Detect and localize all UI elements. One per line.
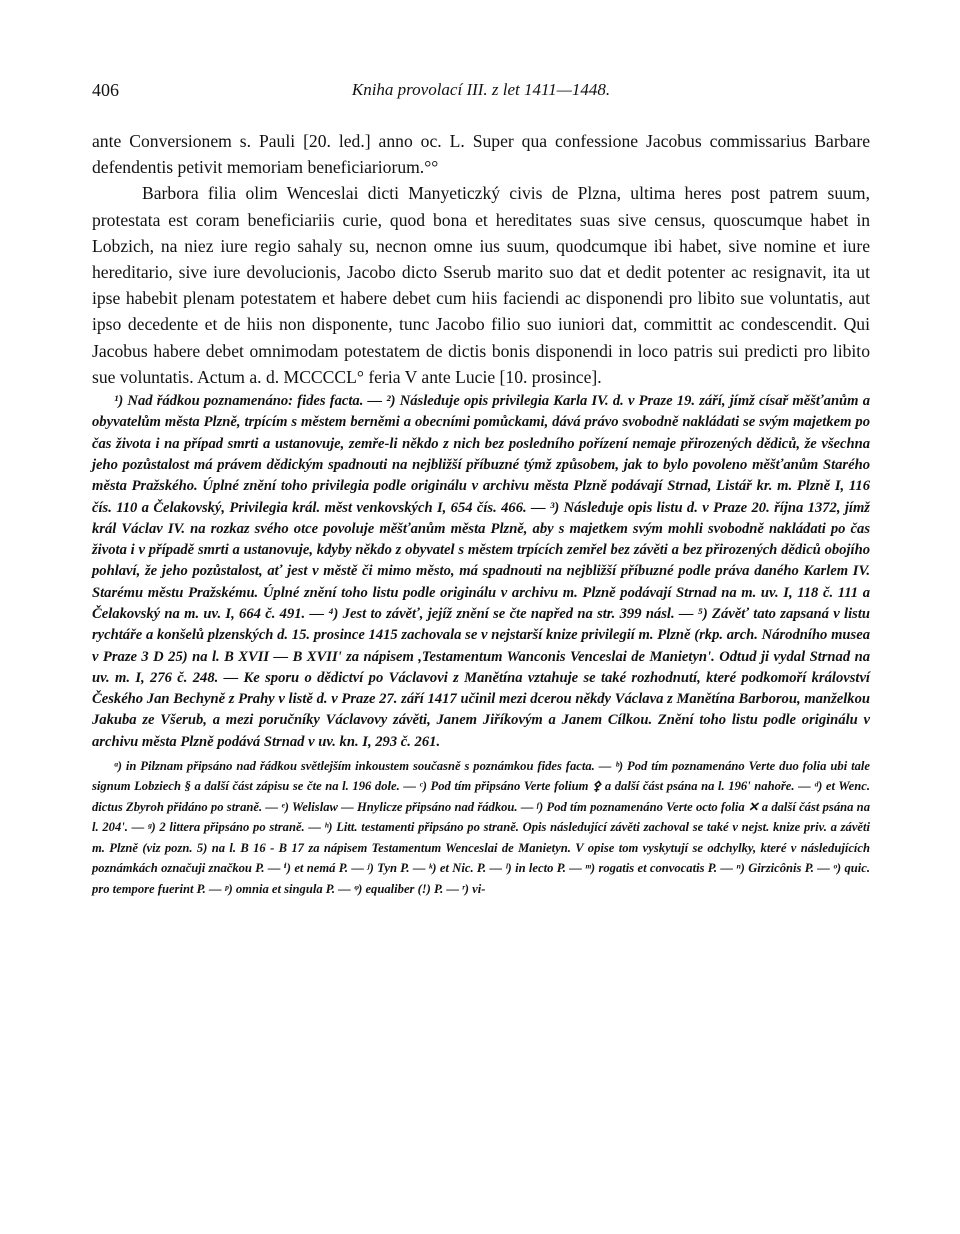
page-number: 406 bbox=[92, 80, 119, 100]
main-text bbox=[92, 128, 870, 390]
variant-notes: ᵃ) in Pilznam připsáno nad řádkou světlejším inkoustem současně s poznámkou fides facta. — ᵇ) Pod tím poznamenáno Verte duo folia ubi tale signum Lobziech § a další část zápisu se čte na l. 196 dole. — ᶜ) Pod tím připsáno Verte folium ⚴ a další část psána na l. 196' nahoře. — ᵈ) et Wenc. dictus Zbyroh přidáno po straně. — ᵉ) Welislaw — Hnylicze připsáno nad řádkou. — ᶠ) Pod tím poznamenáno Verte octo folia ✕ a další část psána na l. 204'. — ᵍ) 2 littera připsáno po straně. — ʰ) Litt. testamenti připsáno po straně. Opis následující závěti zachoval se také v nejst. knize priv. a závěti m. Plzně (viz pozn. 5) na l. B 16 - B 17 za nápisem Testamentum Wenceslai de Manietyn. V opise tom vyskytují se odchylky, které v následujících poznámkách označuji značkou P. — ⁱ) et nemá P. — ʲ) Tyn P. — ᵏ) et Nic. P. — ˡ) in lecto P. — ᵐ) rogatis et convocatis P. — ⁿ) Girzicônis P. — ᵒ) quic. pro tempore fuerint P. — ᵖ) omnia et singula P. — ᵠ) equaliber (!) P. — ʳ) vi- bbox=[92, 759, 870, 896]
book-page bbox=[92, 70, 870, 1220]
running-head: Kniha provolací III. z let 1411—1448. bbox=[351, 80, 611, 99]
paragraph-continuation: ante Conversionem s. Pauli [20. led.] anno oc. L. Super qua confessione Jacobus commissarius Barbare defendentis petivit memoriam beneficiariorum.°° bbox=[92, 131, 870, 178]
paragraph-barbora: Barbora filia olim Wenceslai dicti Manyeticzký civis de Plzna, ultima heres post patrem suum, protestata est coram beneficiariis curie, quod bona et hereditates suas sive census, quoscumque habet in Lobzich, na niez iure regio sahaly su, necnon omne ius suum, quodcumque ibi habet, sive nomine et iure hereditario, sive iure devolucionis, Jacobo dicto Sserub marito suo dat et dedit potenter ac resignavit, ita ut ipse habebit plenam potestatem et habere debet cum hiis faciendi ac disponendi pro libito sue voluntatis, aut ipso decedente et de hiis non disponente, tunc Jacobo filio suo iuniori dat, committit ac condescendit. Qui Jacobus habere debet omnimodam potestatem de dictis bonis disponendi in loco patris sui predicti pro libito sue voluntatis. Actum a. d. MCCCCL° feria V ante Lucie [10. prosince]. bbox=[92, 183, 870, 387]
footnotes: ¹) Nad řádkou poznamenáno: fides facta. — ²) Následuje opis privilegia Karla IV. d. v Praze 19. září, jímž císař měšťanům a obyvatelům města Plzně, trpícím s městem berněmi a obecními pomůckami, dává právo svobodně nakládati se svým majetkem po čas života i na případ smrti a ustanovuje, zemře-li někdo z nich bez posledního pořízení nemaje přirozených dědiců, že všechna jeho pozůstalost má právem dědickým spadnouti na nejbližší příbuzné týmž způsobem, jak to bylo povoleno měšťanům Starého města Pražského. Úplné znění toho privilegia podle originálu v archivu města Plzně podávají Strnad, Listář kr. m. Plzně I, 116 čís. 110 a Čelakovský, Privilegia král. měst venkovských I, 654 čís. 466. — ³) Následuje opis listu d. v Praze 20. října 1372, jímž král Václav IV. na rozkaz svého otce povoluje měšťanům města Plzně, aby s majetkem svým mohli svobodně nakládati po čas života i v případě smrti a ustanovuje, kdyby někdo z obyvatel s městem trpících zemřel bez závěti a bez přirozených dědiců obojího pohlaví, že jeho pozůstalost, ať jest v městě či mimo město, má spadnouti na nejbližší příbuzné podle práva daného Karlem IV. Starému městu Pražskému. Úplné znění toho listu podle originálu v archivu m. Plzně podávají Strnad na m. uv. I, 118 č. 111 a Čelakovský na m. uv. I, 664 č. 491. — ⁴) Jest to závěť, jejíž znění se čte napřed na str. 399 násl. — ⁵) Závěť tato zapsaná v listu rychtáře a konšelů plzenských d. 15. prosince 1415 zachovala se v nejstarší knize privilegií m. Plzně (rkp. arch. Národního musea v Praze 3 D 25) na l. B XVII — B XVII' za nápisem ,Testamentum Wanconis Venceslai de Manietyn'. Odtud ji vydal Strnad na uv. m. I, 276 č. 248. — Ke sporu o dědictví po Václavovi z Manětína vztahuje se také rozhodnutí, které podkomoří království Českého Jan Bechyně z Prahy v listě d. v Praze 27. září 1417 učinil mezi dcerou někdy Václava z Manětína Barborou, manželkou Jakuba ze Všerub, a mezi poručníky Václavovy závěti, Janem Jiříkovým a Janem Cílkou. Znění toho listu podle originálu v archivu města Plzně podává Strnad v uv. kn. I, 293 č. 261. bbox=[92, 393, 870, 750]
page-header bbox=[92, 70, 870, 110]
